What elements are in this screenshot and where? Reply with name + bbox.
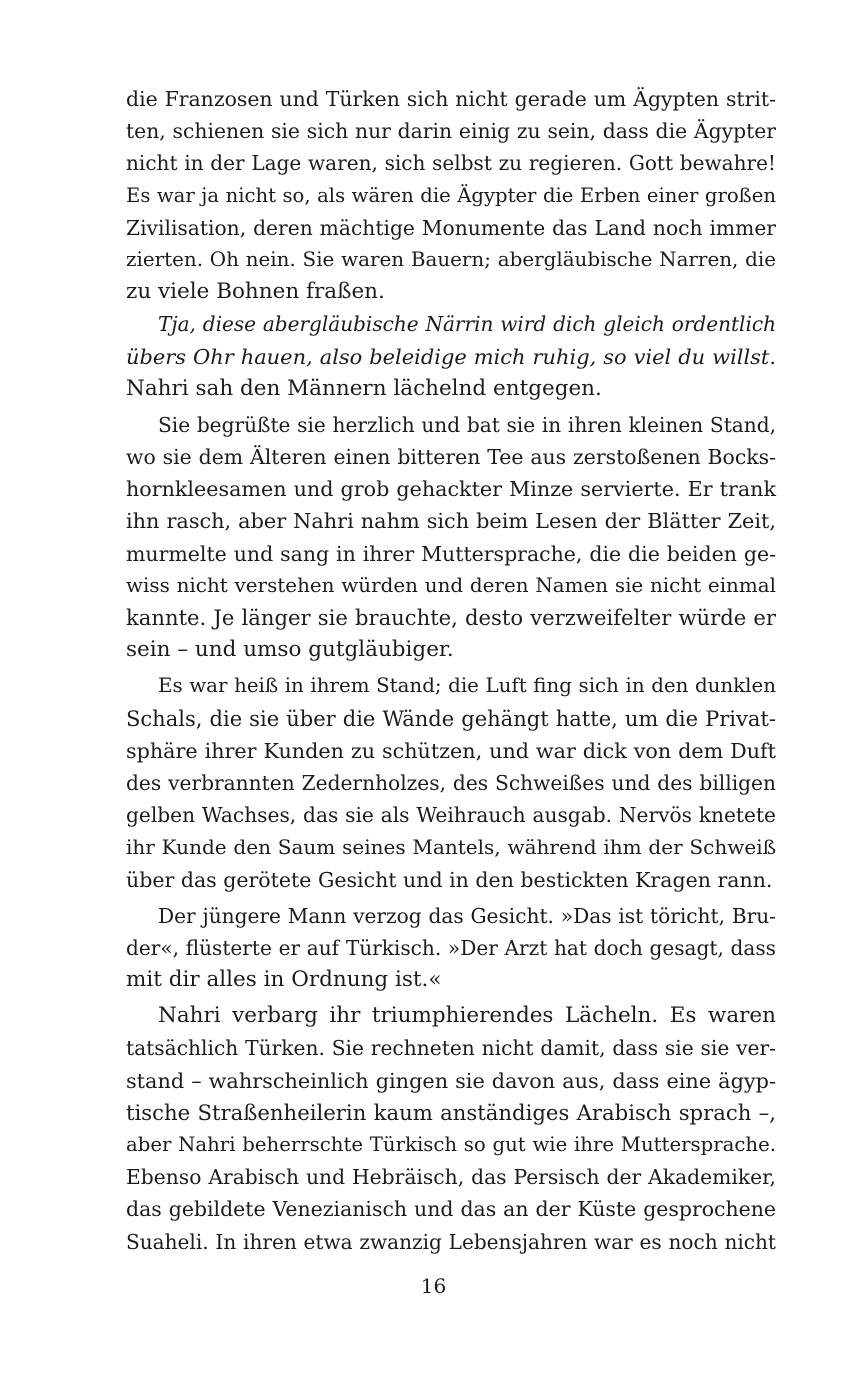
text-line: des verbrannten Zedernholzes, des Schweißes und des billigen [126,770,776,795]
text-line: Ebenso Arabisch und Hebräisch, das Persisch der Akademiker, [126,1165,776,1190]
page-number: 16 [420,1274,447,1298]
text-line: nicht in der Lage waren, sich selbst zu regieren. Gott bewahre! [126,151,776,176]
text-line: stand – wahrscheinlich gingen sie davon aus, dass eine ägyp- [126,1068,776,1093]
text-line: wo sie dem Älteren einen bitteren Tee aus zerstoßenen Bocks- [126,445,776,470]
text-line: sphäre ihrer Kunden zu schützen, und war dick von dem Duft [126,738,776,763]
text-line: ihn rasch, aber Nahri nahm sich beim Lesen der Blätter Zeit, [126,509,776,534]
text-line: kannte. Je länger sie brauchte, desto verzweifelter würde er [126,605,776,630]
italic-text-line: Tja, diese abergläubische Närrin wird dich gleich ordentlich [158,312,776,337]
text-line: Es war ja nicht so, als wären die Ägypter die Erben einer großen [126,183,776,207]
text-line: Der jüngere Mann verzog das Gesicht. »Das ist töricht, Bru- [158,903,776,928]
text-line: Zivilisation, deren mächtige Monumente das Land noch immer [126,215,776,240]
text-line: tische Straßenheilerin kaum anständiges Arabisch sprach –, [126,1099,776,1125]
text-line: sein – und umso gutgläubiger. [126,637,454,663]
text-line: Nahri sah den Männern lächelnd entgegen. [126,375,602,401]
text-line: zierten. Oh nein. Sie waren Bauern; abergläubische Narren, die [126,247,776,271]
text-line: ten, schienen sie sich nur darin einig zu sein, dass die Ägypter [126,119,776,144]
text-line: gelben Wachses, das sie als Weihrauch ausgab. Nervös knetete [126,803,776,828]
text-line: wiss nicht verstehen würden und deren Namen sie nicht einmal [126,573,776,597]
text-line: die Franzosen und Türken sich nicht gerade um Ägypten strit- [126,87,776,111]
text-line: tatsächlich Türken. Sie rechneten nicht damit, dass sie sie ver- [126,1036,776,1061]
text-line: Es war heiß in ihrem Stand; die Luft fing sich in den dunklen [158,674,776,698]
text-line: das gebildete Venezianisch und das an der Küste gesprochene [126,1197,776,1222]
text-line: Sie begrüßte sie herzlich und bat sie in ihren kleinen Stand, [158,412,776,437]
italic-text-line: übers Ohr hauen, also beleidige mich ruhig, so viel du willst. [126,344,776,369]
text-line: Schals, die sie über die Wände gehängt hatte, um die Privat- [126,705,776,731]
text-line: murmelte und sang in ihrer Muttersprache, die die beiden ge- [126,541,776,566]
text-line: Suaheli. In ihren etwa zwanzig Lebensjahren war es noch nicht [126,1229,776,1254]
text-line: hornkleesamen und grob gehackter Minze servierte. Er trank [126,477,776,502]
text-line: der«, flüsterte er auf Türkisch. »Der Arzt hat doch gesagt, dass [126,935,776,960]
text-line: zu viele Bohnen fraßen. [126,279,385,305]
text-line: aber Nahri beherrschte Türkisch so gut wie ihre Muttersprache. [126,1133,776,1156]
text-line: über das gerötete Gesicht und in den bestickten Kragen rann. [126,867,773,892]
text-line: ihr Kunde den Saum seines Mantels, während ihm der Schweiß [126,835,776,860]
text-line: Nahri verbarg ihr triumphierendes Lächeln. Es waren [158,1003,776,1029]
body-text [126,83,776,1258]
text-line: mit dir alles in Ordnung ist.« [126,967,442,993]
